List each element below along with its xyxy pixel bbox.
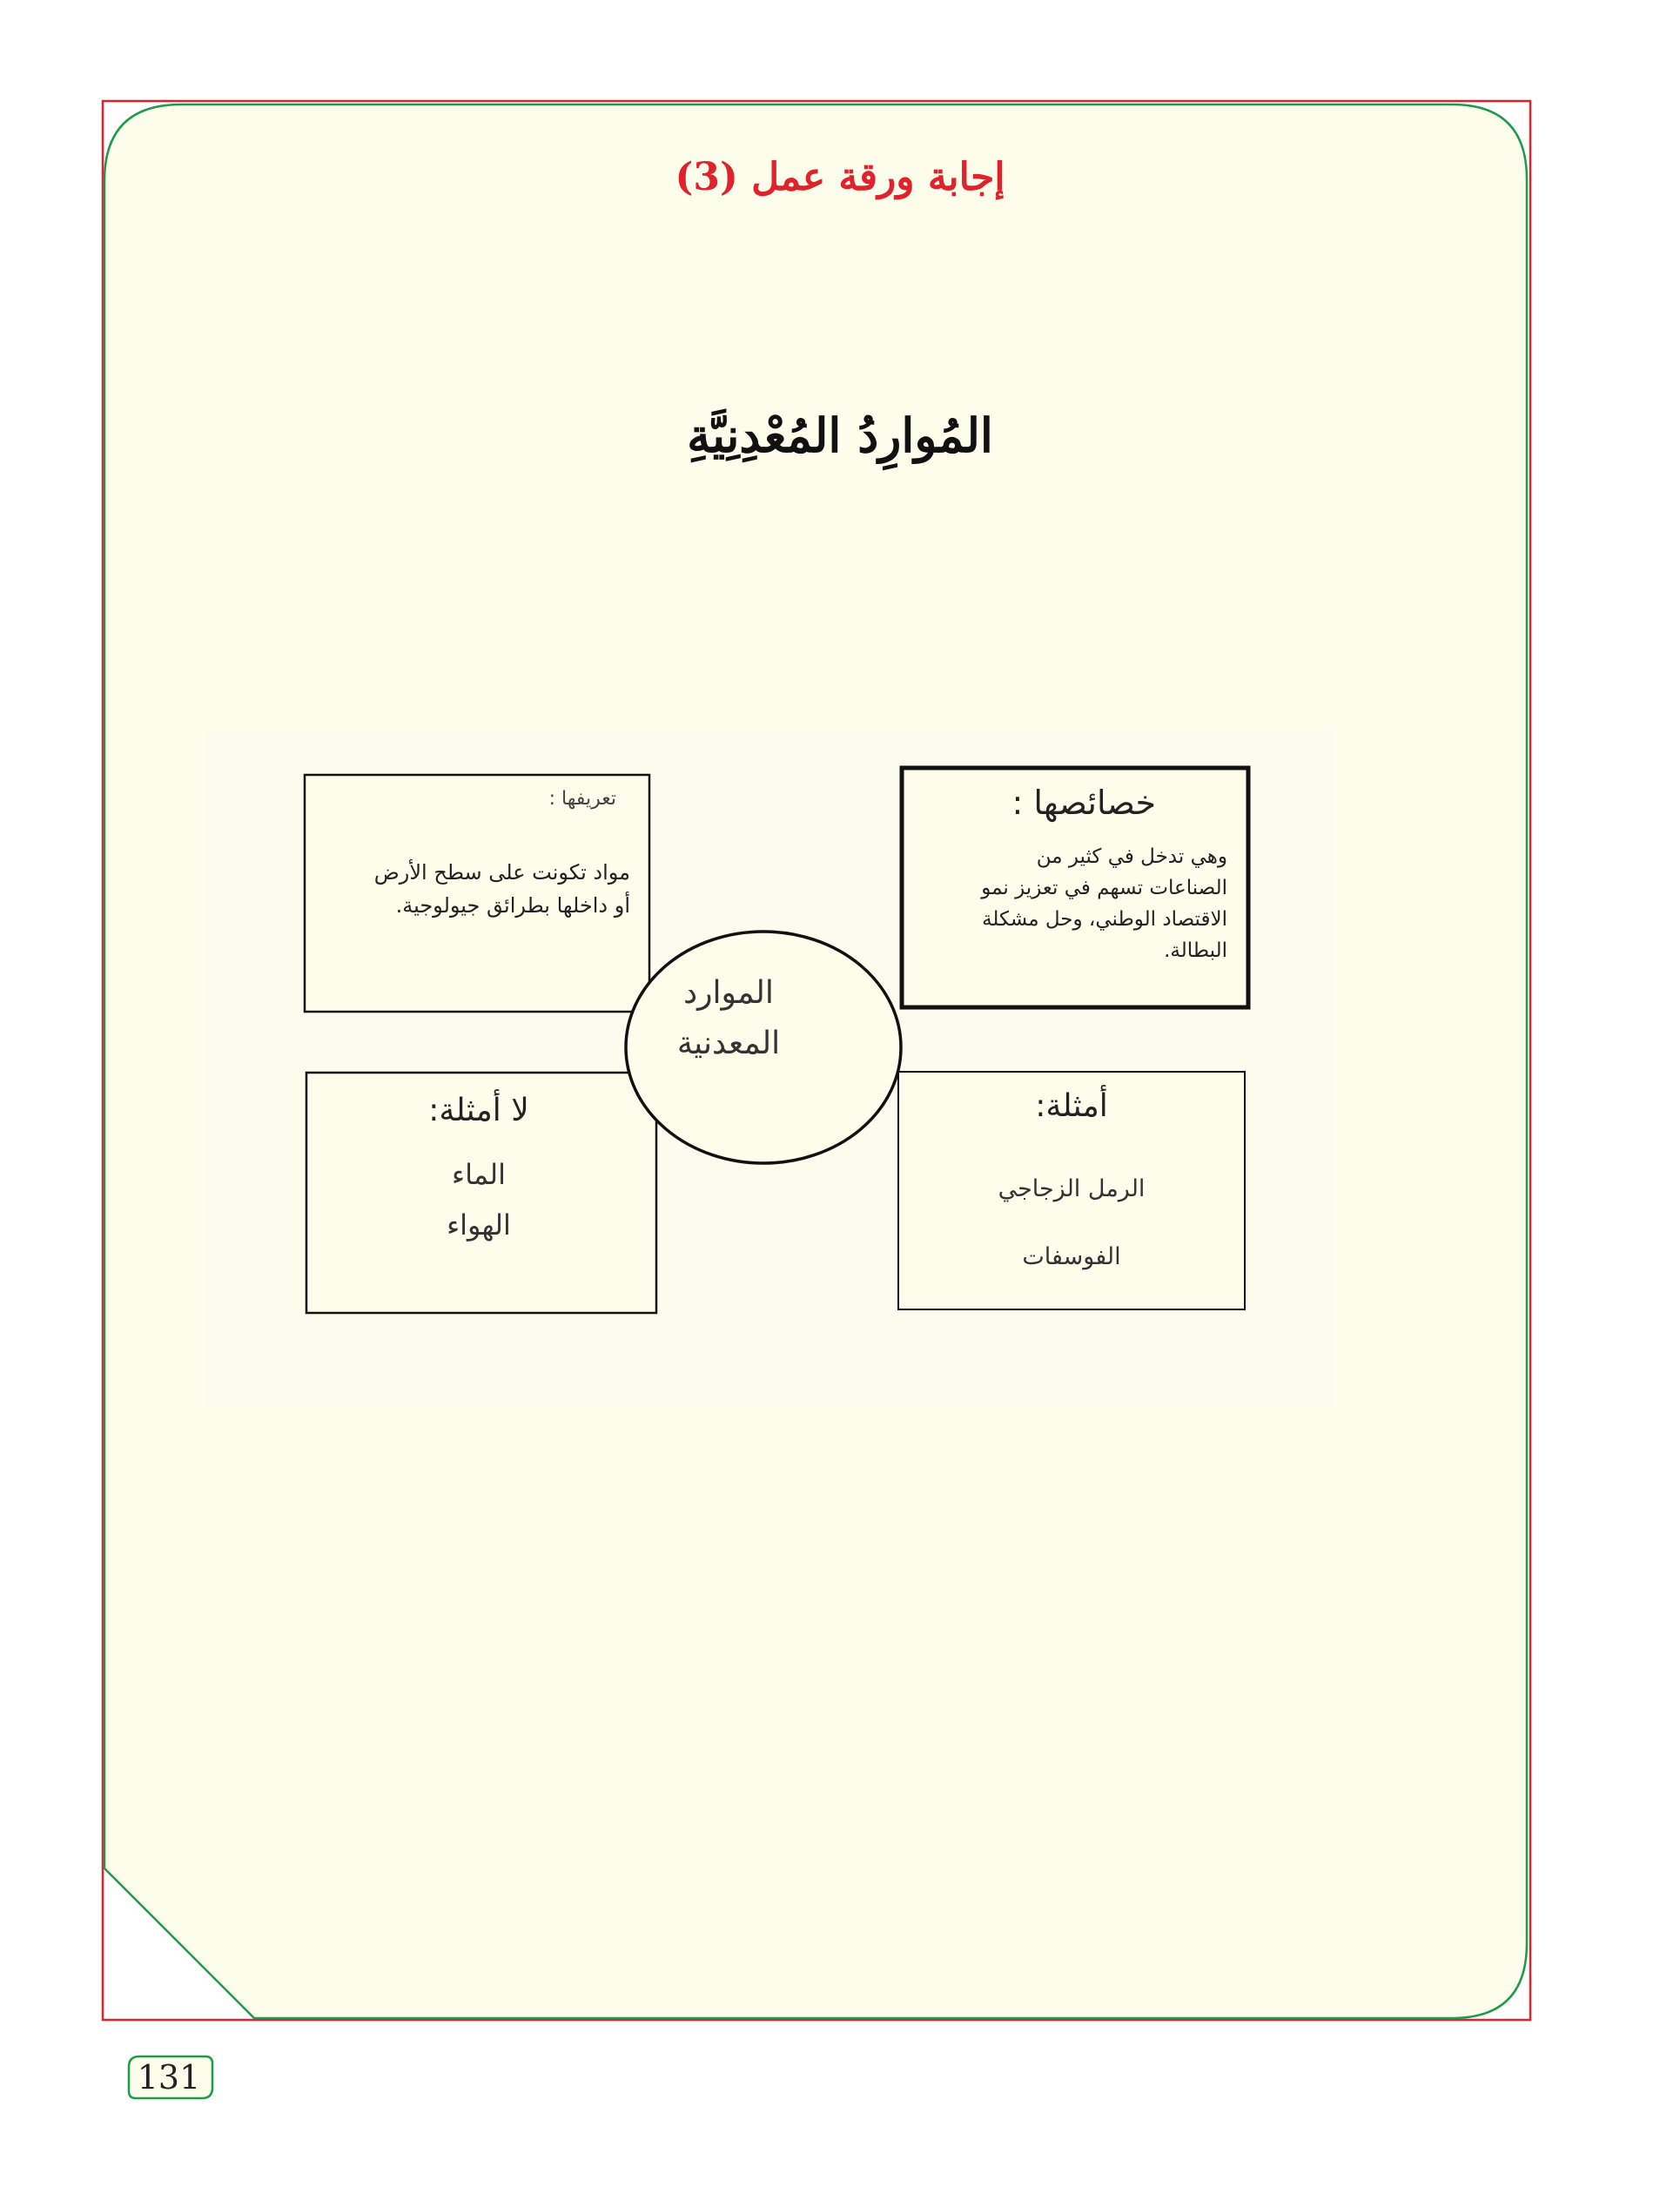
properties-line: البطالة.: [1164, 939, 1227, 962]
example-item: الفوسفات: [1022, 1243, 1121, 1270]
page-number: 131: [137, 2058, 201, 2096]
non-examples-heading: لا أمثلة:: [428, 1093, 529, 1128]
definition-line: مواد تكونت على سطح الأرض: [373, 860, 630, 885]
example-item: الرمل الزجاجي: [998, 1175, 1146, 1202]
properties-line: الصناعات تسهم في تعزيز نمو: [981, 877, 1227, 899]
topic-title: المُوارِدُ المُعْدِنِيَّةِ: [687, 407, 993, 463]
properties-heading: خصائصها :: [1011, 784, 1156, 822]
properties-line: الاقتصاد الوطني، وحل مشكلة: [982, 908, 1227, 931]
properties-text: [940, 841, 1227, 966]
non-example-item: الهواء: [447, 1208, 511, 1242]
worksheet-title: إجابة ورقة عمل (3): [675, 155, 1005, 199]
properties-line: وهي تدخل في كثير من: [1036, 845, 1227, 868]
definition-text: [306, 856, 630, 922]
center-label: [646, 968, 811, 1069]
definition-heading: تعريفها :: [548, 788, 616, 810]
center-label-line2: المعدنية: [676, 1026, 781, 1061]
center-label-line1: الموارد: [683, 975, 774, 1011]
definition-line: أو داخلها بطرائق جيولوجية.: [395, 893, 630, 918]
examples-heading: أمثلة:: [1035, 1088, 1108, 1124]
non-example-item: الماء: [452, 1158, 506, 1191]
